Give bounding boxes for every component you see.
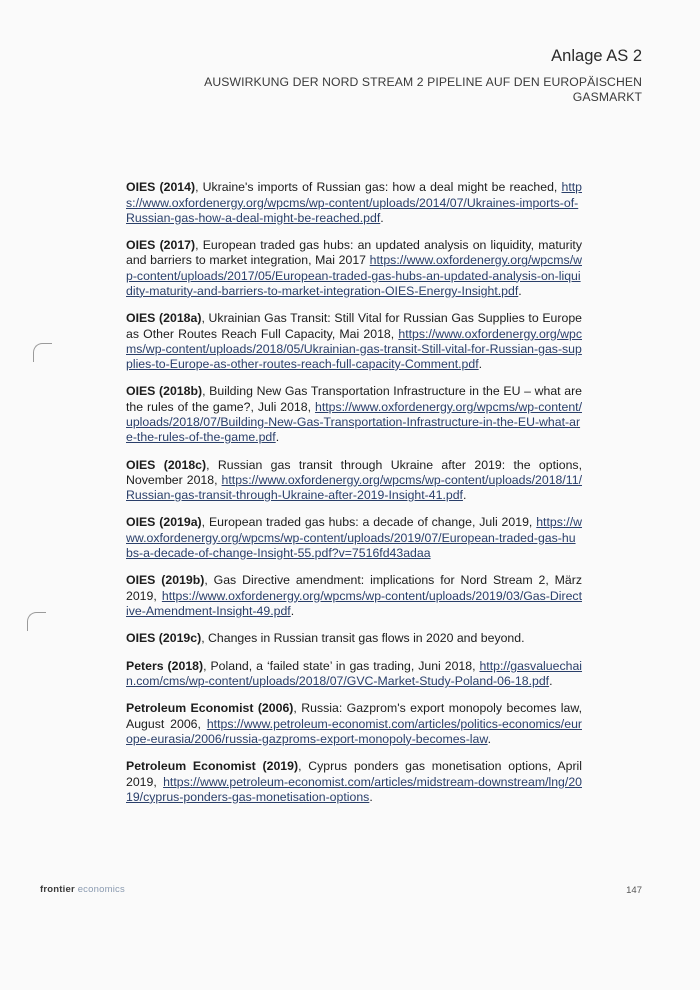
reference-author: OIES (2018a) [126, 311, 202, 326]
reference-end-punctuation: . [369, 789, 373, 804]
reference-link[interactable]: https://www.oxfordenergy.org/wpcms/wp-content/uploads/2018/05/Ukrainian-gas-transit-Still-vital-for-Russian-gas-supplies-to-Europe-as-other-routes-reach-full-capacity-Comment.pdf [126, 326, 582, 371]
reference-end-punctuation: . [290, 603, 295, 618]
reference-end-punctuation: . [380, 210, 384, 225]
reference-entry [126, 311, 582, 372]
reference-end-punctuation: . [549, 673, 553, 688]
reference-link[interactable]: https://www.oxfordenergy.org/wpcms/wp-content/uploads/2014/07/Ukraines-imports-of-Russian-gas-how-a-deal-might-be-reached.pdf [126, 180, 582, 225]
reference-end-punctuation: . [478, 356, 483, 371]
reference-entry [126, 515, 582, 561]
reference-author: OIES (2019c) [126, 631, 202, 646]
annex-label: Anlage AS 2 [551, 47, 642, 65]
reference-link[interactable]: https://www.oxfordenergy.org/wpcms/wp-content/uploads/2017/05/European-traded-gas-hubs-an-updated-analysis-on-liquidity-maturity-and-barriers-to-market-integration-OIES-Energy-Insight.pdf [126, 253, 582, 298]
reference-text: , Ukraine's imports of Russian gas: how a deal might be reached, [195, 180, 562, 195]
reference-author: OIES (2018c) [126, 457, 207, 472]
reference-entry [126, 180, 582, 226]
reference-link[interactable]: https://www.oxfordenergy.org/wpcms/wp-content/uploads/2019/07/European-traded-gas-hubs-a-decade-of-change-Insight-55.pdf?v=7516fd43adaa [126, 515, 583, 560]
reference-entry [126, 384, 582, 445]
document-title: AUSWIRKUNG DER NORD STREAM 2 PIPELINE AUF DEN EUROPÄISCHEN GASMARKT [204, 75, 642, 104]
reference-text: , Ukrainian Gas Transit: Still Vital for Russian Gas Supplies to Europe as Other Routes Reach Full Capacity, Mai 2018, [126, 311, 583, 341]
reference-author: Petroleum Economist (2006) [126, 701, 294, 716]
reference-end-punctuation: . [462, 487, 467, 502]
reference-text: , European traded gas hubs: an updated analysis on liquidity, maturity and barriers to market integration, Mai 2017 [126, 238, 582, 268]
reference-entry [126, 659, 582, 689]
reference-list [126, 168, 582, 814]
reference-end-punctuation: . [518, 283, 522, 298]
reference-author: Peters (2018) [126, 658, 204, 673]
reference-entry [126, 238, 582, 299]
reference-entry [126, 458, 582, 504]
reference-text: , Russia: Gazprom's export monopoly becomes law, August 2006, [126, 701, 582, 731]
reference-author: OIES (2019a) [126, 515, 202, 530]
punch-hole-mark [33, 343, 52, 362]
reference-entry [126, 631, 582, 646]
reference-text: , Cyprus ponders gas monetisation options, April 2019, [126, 759, 583, 789]
reference-link[interactable]: http://gasvaluechain.com/cms/wp-content/uploads/2018/07/GVC-Market-Study-Poland-06-18.pdf [126, 658, 583, 688]
company-logo: frontier economics [40, 884, 125, 895]
reference-end-punctuation: . [275, 430, 280, 445]
reference-end-punctuation: . [487, 731, 491, 746]
reference-author: OIES (2019b) [126, 573, 205, 588]
reference-text: , European traded gas hubs: a decade of change, Juli 2019, [201, 515, 537, 530]
reference-entry [126, 701, 582, 747]
reference-text: , Changes in Russian transit gas flows in 2020 and beyond. [201, 631, 525, 646]
reference-entry [126, 573, 582, 619]
reference-link[interactable]: https://www.petroleum-economist.com/articles/politics-economics/europe-eurasia/2006/russia-gazproms-export-monopoly-becomes-law [126, 716, 582, 746]
reference-text: , Building New Gas Transportation Infrastructure in the EU – what are the rules of the game?, Juli 2018, [126, 384, 583, 414]
punch-hole-mark [27, 612, 46, 631]
reference-link[interactable]: https://www.petroleum-economist.com/articles/midstream-downstream/lng/2019/cyprus-ponders-gas-monetisation-options [126, 774, 582, 804]
reference-author: OIES (2017) [126, 238, 196, 253]
reference-link[interactable]: https://www.oxfordenergy.org/wpcms/wp-content/uploads/2019/03/Gas-Directive-Amendment-Insight-49.pdf [126, 588, 582, 618]
reference-text: , Poland, a ‘failed state’ in gas trading, Juni 2018, [203, 658, 480, 673]
reference-link[interactable]: https://www.oxfordenergy.org/wpcms/wp-content/uploads/2018/11/Russian-gas-transit-through-Ukraine-after-2019-Insight-41.pdf [126, 472, 582, 502]
reference-text: , Gas Directive amendment: implications for Nord Stream 2, März 2019, [126, 573, 582, 603]
reference-author: OIES (2014) [126, 180, 196, 195]
reference-author: Petroleum Economist (2019) [126, 759, 299, 774]
reference-link[interactable]: https://www.oxfordenergy.org/wpcms/wp-content/uploads/2018/07/Building-New-Gas-Transportation-Infrastructure-in-the-EU-what-are-the-rules-of-the-game.pdf [126, 399, 582, 445]
reference-author: OIES (2018b) [126, 384, 203, 399]
reference-entry [126, 759, 582, 805]
page-number: 147 [626, 885, 642, 896]
reference-text: , Russian gas transit through Ukraine after 2019: the options, November 2018, [126, 457, 583, 487]
